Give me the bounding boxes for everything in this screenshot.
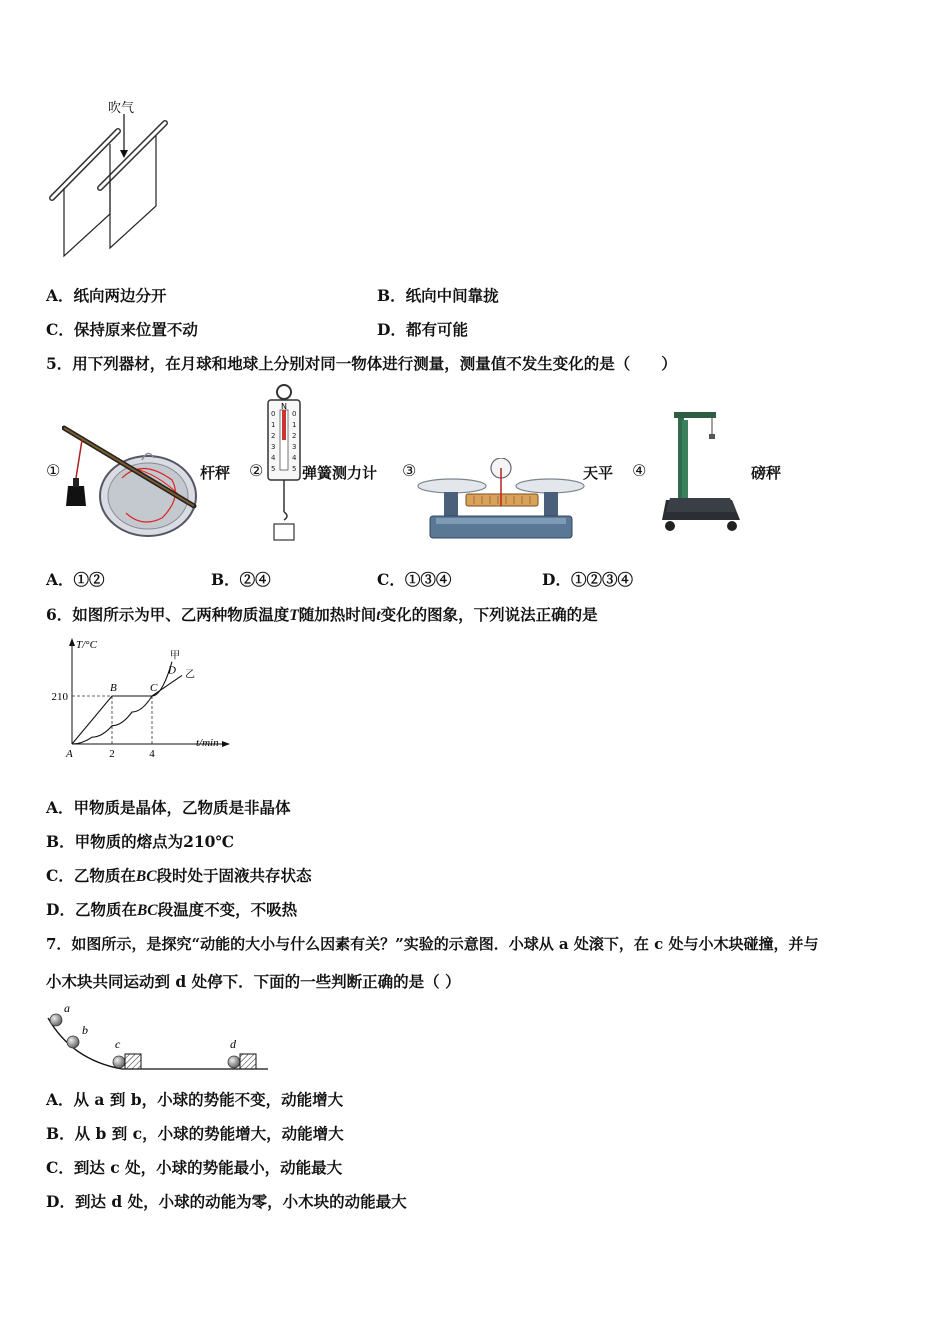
option-text: 乙物质在 <box>73 866 136 885</box>
scale-mark: 4 <box>292 454 297 462</box>
option-letter: A． <box>46 570 74 589</box>
q7-stem-line1: 7．如图所示，是探究“动能的大小与什么因素有关？”实验的示意图．小球从 a 处滚下，在 c 处与小木块碰撞，并与 <box>46 935 819 953</box>
series-jia-line <box>72 662 172 744</box>
option-text: 纸向中间靠拢 <box>405 286 499 305</box>
y-tick-210: 210 <box>51 691 68 703</box>
instrument-2-name: 弹簧测力计 <box>302 464 378 482</box>
scale-mark: 3 <box>292 443 297 451</box>
q6-option-a[interactable] <box>46 798 291 818</box>
q7-option-b[interactable] <box>46 1124 344 1144</box>
option-variable: BC <box>135 868 157 885</box>
q5-option-b[interactable] <box>211 570 271 590</box>
option-text: 都有可能 <box>405 320 468 339</box>
point-d-label: D <box>168 664 176 677</box>
series-jia-label: 甲 <box>170 650 180 662</box>
x-tick-2: 2 <box>109 748 115 760</box>
spring-scale-unit: N <box>281 402 287 411</box>
option-text: 到达 c 处，小球的势能最小，动能最大 <box>73 1158 343 1177</box>
instrument-1-name: 杆秤 <box>200 464 231 482</box>
option-text: 乙物质在 <box>74 900 137 919</box>
option-letter: D． <box>377 320 406 339</box>
option-variable: BC <box>136 902 158 919</box>
scale-mark: 1 <box>271 421 276 429</box>
scale-mark: 0 <box>271 410 276 418</box>
label-b: b <box>82 1023 88 1037</box>
stem-part: 变化的图象，下列说法正确的是 <box>380 605 598 624</box>
q7-option-a[interactable] <box>46 1090 343 1110</box>
temperature-time-chart <box>44 634 234 766</box>
option-text: 从 a 到 b，小球的势能不变，动能增大 <box>73 1090 344 1109</box>
stem-variable: T <box>289 607 299 624</box>
option-text: 纸向两边分开 <box>73 286 167 305</box>
y-axis-arrow <box>69 638 75 646</box>
point-b-label: B <box>110 682 117 694</box>
option-text: 从 b 到 c，小球的势能增大，动能增大 <box>74 1124 344 1143</box>
q6-option-c[interactable] <box>46 866 312 887</box>
q6-option-d[interactable] <box>46 900 297 921</box>
balance-icon <box>416 458 586 544</box>
x-axis-label: t/min <box>196 737 219 749</box>
wood-block-c <box>125 1054 141 1069</box>
option-letter: A． <box>46 286 74 305</box>
scale-mark: 1 <box>292 421 297 429</box>
option-text: ①② <box>73 570 105 589</box>
q7-stem-line2: 小木块共同运动到 d 处停下．下面的一些判断正确的是（ ） <box>46 972 461 991</box>
option-letter: A． <box>46 798 74 817</box>
q4-option-d[interactable] <box>377 320 468 340</box>
q4-option-b[interactable] <box>377 286 499 306</box>
option-text: ②④ <box>239 570 271 589</box>
q4-option-c[interactable] <box>46 320 198 340</box>
option-letter: B． <box>211 570 240 589</box>
series-yi-label: 乙 <box>185 669 195 681</box>
option-letter: C． <box>46 866 74 885</box>
point-c-label: C <box>150 682 158 694</box>
ball-c <box>113 1056 125 1068</box>
option-letter: B． <box>46 1124 75 1143</box>
wood-block-d <box>240 1054 256 1069</box>
instrument-4-number: ④ <box>632 461 647 480</box>
option-letter: D． <box>46 1192 75 1211</box>
option-text: 保持原来位置不动 <box>73 320 198 339</box>
q4-option-a[interactable] <box>46 286 167 306</box>
scale-mark: 4 <box>271 454 276 462</box>
q5-option-c[interactable] <box>377 570 451 590</box>
x-axis-arrow <box>222 741 230 747</box>
blow-label: 吹气 <box>108 101 135 116</box>
instrument-2-number: ② <box>249 461 264 480</box>
scale-mark: 2 <box>292 432 297 440</box>
scale-mark: 2 <box>271 432 276 440</box>
series-yi-line <box>72 675 182 744</box>
instrument-1-number: ① <box>46 461 61 480</box>
option-text: 甲物质是晶体，乙物质是非晶体 <box>73 798 291 817</box>
point-a-label: A <box>66 748 73 760</box>
instrument-3-number: ③ <box>402 461 417 480</box>
q7-option-c[interactable] <box>46 1158 342 1178</box>
q5-option-d[interactable] <box>542 570 633 590</box>
option-letter: C． <box>377 570 405 589</box>
option-letter: B． <box>377 286 406 305</box>
label-c: c <box>115 1037 121 1051</box>
option-letter: D． <box>46 900 75 919</box>
instrument-3-name: 天平 <box>583 464 614 482</box>
scale-mark: 5 <box>292 465 297 473</box>
steelyard-icon <box>62 418 202 543</box>
ball-a <box>50 1014 62 1026</box>
stem-part: 6．如图所示为甲、乙两种物质温度 <box>46 605 290 624</box>
scale-mark: 3 <box>271 443 276 451</box>
option-text: 到达 d 处，小球的动能为零，小木块的动能最大 <box>74 1192 407 1211</box>
option-text: 段温度不变，不吸热 <box>157 900 298 919</box>
q6-stem <box>46 605 598 626</box>
scale-mark: 5 <box>271 465 276 473</box>
option-text: ①③④ <box>404 570 452 589</box>
stem-variable: t <box>376 607 381 624</box>
rolling-ball-figure <box>42 1000 272 1076</box>
option-letter: B． <box>46 832 75 851</box>
label-d: d <box>230 1037 236 1051</box>
scale-mark: 0 <box>292 410 297 418</box>
option-letter: C． <box>46 1158 74 1177</box>
q5-option-a[interactable] <box>46 570 105 590</box>
option-text: 段时处于固液共存状态 <box>156 866 312 885</box>
option-text: ①②③④ <box>570 570 633 589</box>
ball-b <box>67 1036 79 1048</box>
option-letter: D． <box>542 570 571 589</box>
label-a: a <box>64 1001 70 1015</box>
x-tick-4: 4 <box>149 748 155 760</box>
stem-part: 随加热时间 <box>298 605 377 624</box>
q7-option-d[interactable] <box>46 1192 407 1212</box>
blowing-paper-figure <box>40 96 175 261</box>
platform-scale-icon <box>660 408 742 538</box>
ball-d <box>228 1056 240 1068</box>
q6-option-b[interactable] <box>46 832 234 852</box>
y-axis-label: T/°C <box>76 639 97 651</box>
instrument-4-name: 磅秤 <box>751 464 782 482</box>
option-text: 甲物质的熔点为210℃ <box>74 832 235 851</box>
option-letter: A． <box>46 1090 74 1109</box>
q5-stem: 5．用下列器材，在月球和地球上分别对同一物体进行测量，测量值不发生变化的是（ ） <box>46 354 677 373</box>
option-letter: C． <box>46 320 74 339</box>
